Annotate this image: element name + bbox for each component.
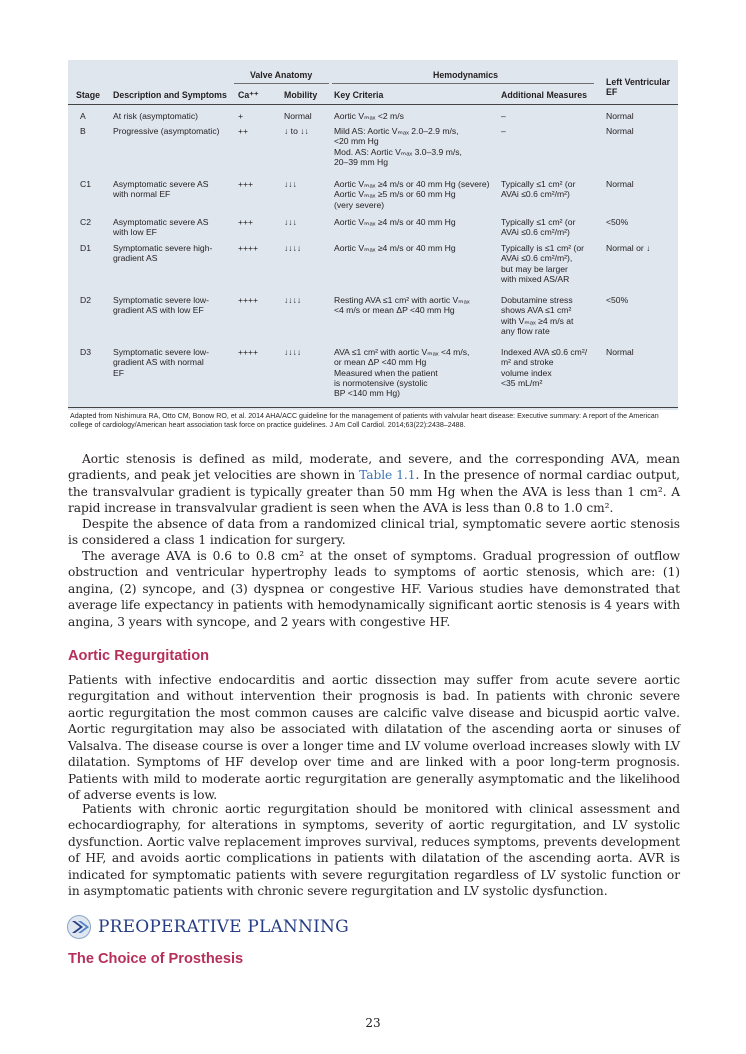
text-run: Aortic stenosis is defined as mild, moderate, and severe, and the corresponding AVA, mean gradients, and peak jet velocities are shown in — [68, 452, 680, 483]
cell-lv-ef: <50% — [606, 295, 629, 305]
cell-description: Progressive (asymptomatic) — [113, 126, 220, 136]
cell-additional-measures: – — [501, 111, 506, 121]
paragraph: The average AVA is 0.6 to 0.8 cm² at the onset of symptoms. Gradual progression of outflow obstruction and ventricular hypertrophy leads to symptoms of aortic stenosis, which are: (1) angina, (2) syncope, and (3) dyspnea or congestive HF. Various studies have demonstrated that average life expectancy in patients with hemodynamically significant aortic stenosis is 4 years with angina, 3 years with syncope, and 2 years with congestive HF. — [68, 549, 680, 629]
col-header-additional-measures: Additional Measures — [501, 90, 588, 100]
cell-ca: ++ — [238, 126, 249, 136]
cell-stage: A — [80, 111, 86, 121]
cell-additional-measures: Indexed AVA ≤0.6 cm²/ m² and stroke volume index <35 mL/m² — [501, 347, 588, 388]
text-run: . In the presence of normal cardiac output, the transvalvular gradient is typically greater than 50 mm Hg when the AVA is less than 1 cm². A rapid increase in transvalvular gradient is seen when the AVA is less than 0.8 to 1.0 cm². — [68, 468, 680, 516]
subsection-heading-choice-of-prosthesis: The Choice of Prosthesis — [68, 951, 244, 967]
table-link[interactable]: Table 1.1 — [359, 468, 416, 483]
cell-mobility: ↓ to ↓↓ — [284, 126, 309, 136]
paragraph: Patients with infective endocarditis and aortic dissection may suffer from acute severe aortic regurgitation and without intervention their prognosis is bad. In patients with chronic severe aortic regurgitation the most common causes are calcific valve disease and bicuspid aortic valve. Aortic regurgitation may also be associated with dilatation of the ascending aorta or sinuses of Valsalva. The disease course is over a longer time and LV volume overload increases slowly with LV dilatation. Symptoms of HF develop over time and are linked with a poor long-term prognosis. Patients with mild to moderate aortic regurgitation are generally asymptomatic and the likelihood of adverse events is low. — [68, 673, 680, 803]
col-header-ca: Ca⁺⁺ — [238, 90, 259, 100]
cell-ca: +++ — [238, 179, 254, 189]
cell-key-criteria: Aortic Vₘₐₓ <2 m/s — [334, 111, 404, 121]
stage-table — [68, 60, 678, 410]
group-header-lv-ef: Left Ventricular EF — [606, 77, 671, 98]
cell-stage: B — [80, 126, 86, 136]
cell-additional-measures: – — [501, 126, 506, 136]
cell-mobility: ↓↓↓↓ — [284, 347, 302, 357]
cell-stage: D3 — [80, 347, 91, 357]
divider — [234, 83, 329, 84]
cell-ca: ++++ — [238, 243, 259, 253]
cell-lv-ef: Normal or ↓ — [606, 243, 651, 253]
group-header-hemodynamics: Hemodynamics — [433, 70, 499, 80]
divider — [332, 83, 594, 84]
chevron-arrow-icon — [66, 914, 94, 940]
cell-key-criteria: Aortic Vₘₐₓ ≥4 m/s or 40 mm Hg — [334, 217, 456, 227]
section-heading-preoperative-planning: PREOPERATIVE PLANNING — [98, 917, 349, 937]
page-number: 23 — [365, 1016, 381, 1030]
cell-ca: +++ — [238, 217, 254, 227]
cell-stage: C2 — [80, 217, 91, 227]
cell-lv-ef: Normal — [606, 111, 634, 121]
paragraph: Despite the absence of data from a randomized clinical trial, symptomatic severe aortic stenosis is considered a class 1 indication for surgery. — [68, 517, 680, 548]
cell-description: Asymptomatic severe AS with normal EF — [113, 179, 209, 200]
cell-mobility: ↓↓↓↓ — [284, 295, 302, 305]
cell-lv-ef: Normal — [606, 126, 634, 136]
cell-stage: C1 — [80, 179, 91, 189]
col-header-stage: Stage — [76, 90, 100, 100]
cell-lv-ef: Normal — [606, 179, 634, 189]
cell-mobility: Normal — [284, 111, 312, 121]
cell-ca: + — [238, 111, 244, 121]
cell-key-criteria: Resting AVA ≤1 cm² with aortic Vₘₐₓ <4 m/s or mean ΔP <40 mm Hg — [334, 295, 470, 316]
cell-lv-ef: Normal — [606, 347, 634, 357]
cell-additional-measures: Dobutamine stress shows AVA ≤1 cm² with Vₘₐₓ ≥4 m/s at any flow rate — [501, 295, 574, 336]
paragraph: Patients with chronic aortic regurgitation should be monitored with clinical assessment and echocardiography, for alterations in symptoms, severity of aortic regurgitation, and LV systolic dysfunction. Aortic valve replacement improves survival, reduces symptoms, prevents development of HF, and avoids aortic complications in patients with dilatation of the ascending aorta. AVR is indicated for symptomatic patients with severe regurgitation regardless of LV systolic function or in asymptomatic patients with chronic severe regurgitation and LV systolic dysfunction. — [68, 802, 680, 899]
cell-key-criteria: AVA ≤1 cm² with aortic Vₘₐₓ <4 m/s, or mean ΔP <40 mm Hg Measured when the patient is normotensive (systolic BP <140 mm Hg) — [334, 347, 470, 399]
cell-additional-measures: Typically ≤1 cm² (or AVAi ≤0.6 cm²/m²) — [501, 217, 576, 238]
group-header-valve-anatomy: Valve Anatomy — [250, 70, 313, 80]
col-header-description: Description and Symptoms — [113, 90, 227, 100]
divider — [68, 104, 678, 105]
cell-description: Symptomatic severe low- gradient AS with normal EF — [113, 347, 209, 378]
cell-key-criteria: Aortic Vₘₐₓ ≥4 m/s or 40 mm Hg — [334, 243, 456, 253]
cell-key-criteria: Aortic Vₘₐₓ ≥4 m/s or 40 mm Hg (severe) Aortic Vₘₐₓ ≥5 m/s or 60 mm Hg (very severe) — [334, 179, 490, 210]
cell-mobility: ↓↓↓ — [284, 217, 297, 227]
cell-description: Asymptomatic severe AS with low EF — [113, 217, 209, 238]
table-footnote: Adapted from Nishimura RA, Otto CM, Bonow RO, et al. 2014 AHA/ACC guideline for the management of patients with valvular heart disease: Executive summary: A report of the American college of cardiology/American heart association task force on practice guidelines. J Am Coll Cardiol. 2014;63(22):2438–2488. — [70, 412, 659, 430]
cell-additional-measures: Typically is ≤1 cm² (or AVAi ≤0.6 cm²/m²), but may be larger with mixed AS/AR — [501, 243, 585, 284]
col-header-mobility: Mobility — [284, 90, 318, 100]
cell-stage: D2 — [80, 295, 91, 305]
cell-key-criteria: Mild AS: Aortic Vₘₐₓ 2.0–2.9 m/s, <20 mm Hg Mod. AS: Aortic Vₘₐₓ 3.0–3.9 m/s, 20–39 mm Hg — [334, 126, 462, 167]
cell-ca: ++++ — [238, 347, 259, 357]
divider — [68, 407, 678, 408]
cell-mobility: ↓↓↓ — [284, 179, 297, 189]
cell-lv-ef: <50% — [606, 217, 629, 227]
paragraph — [68, 451, 680, 517]
cell-additional-measures: Typically ≤1 cm² (or AVAi ≤0.6 cm²/m²) — [501, 179, 576, 200]
col-header-key-criteria: Key Criteria — [334, 90, 384, 100]
cell-description: Symptomatic severe high- gradient AS — [113, 243, 213, 264]
cell-description: Symptomatic severe low- gradient AS with low EF — [113, 295, 209, 316]
cell-description: At risk (asymptomatic) — [113, 111, 198, 121]
cell-stage: D1 — [80, 243, 91, 253]
cell-mobility: ↓↓↓↓ — [284, 243, 302, 253]
section-heading-aortic-regurgitation: Aortic Regurgitation — [68, 648, 210, 664]
cell-ca: ++++ — [238, 295, 259, 305]
